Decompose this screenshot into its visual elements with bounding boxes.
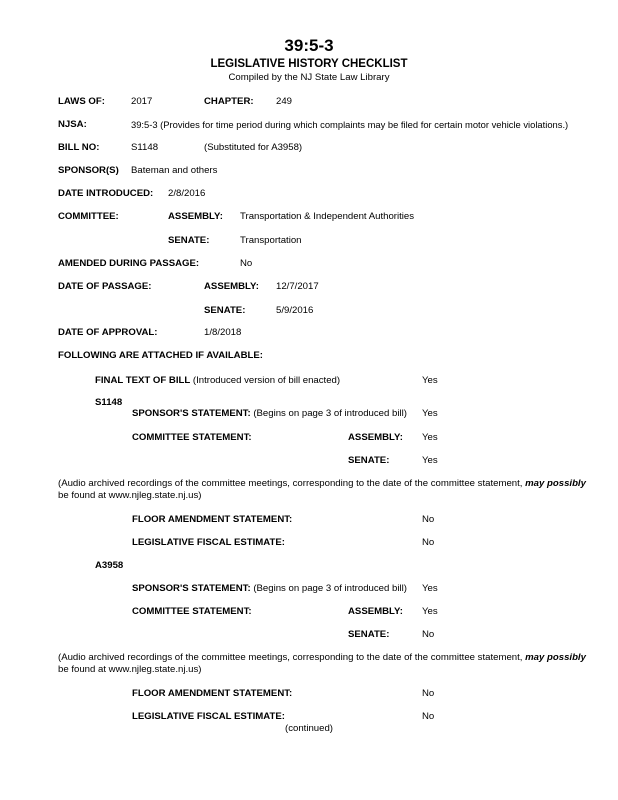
final-text-value: Yes: [422, 375, 438, 386]
a3958-assembly-label: ASSEMBLY:: [348, 606, 403, 617]
passage-assembly-label: ASSEMBLY:: [204, 281, 259, 292]
date-of-passage-label: DATE OF PASSAGE:: [58, 281, 152, 292]
final-text-label: FINAL TEXT OF BILL: [95, 375, 191, 386]
s1148-senate-value: Yes: [422, 455, 438, 466]
date-of-approval-value: 1/8/2018: [204, 327, 242, 338]
a3958-sponsor-label: SPONSOR'S STATEMENT:: [132, 583, 251, 594]
amended-value: No: [240, 258, 253, 269]
s1148-sponsor-row: [132, 408, 407, 419]
audio-note-s1148-emphasis: may possibly: [525, 478, 586, 489]
passage-assembly-value: 12/7/2017: [276, 281, 319, 292]
date-of-approval-label: DATE OF APPROVAL:: [58, 327, 158, 338]
njsa-value: 39:5-3 (Provides for time period during which complaints may be filed for certain motor vehicle violations.): [131, 119, 569, 130]
a3958-senate-value: No: [422, 629, 435, 640]
s1148-senate-label: SENATE:: [348, 455, 390, 466]
bill-no-label: BILL NO:: [58, 142, 100, 153]
s1148-floor-label: FLOOR AMENDMENT STATEMENT:: [132, 514, 293, 525]
a3958-floor-label: FLOOR AMENDMENT STATEMENT:: [132, 688, 293, 699]
a3958-sponsor-value: Yes: [422, 583, 438, 594]
s1148-fiscal-label: LEGISLATIVE FISCAL ESTIMATE:: [132, 537, 285, 548]
s1148-sponsor-label: SPONSOR'S STATEMENT:: [132, 408, 251, 419]
committee-label: COMMITTEE:: [58, 211, 119, 222]
audio-note-s1148-after: be found at www.njleg.state.nj.us): [58, 489, 202, 501]
audio-note-s1148: [58, 478, 603, 501]
s1148-assembly-label: ASSEMBLY:: [348, 432, 403, 443]
a3958-fiscal-label: LEGISLATIVE FISCAL ESTIMATE:: [132, 711, 285, 722]
audio-note-a3958-after: be found at www.njleg.state.nj.us): [58, 663, 202, 675]
chapter-label: CHAPTER:: [204, 96, 254, 107]
a3958-assembly-value: Yes: [422, 606, 438, 617]
date-introduced-label: DATE INTRODUCED:: [58, 188, 154, 199]
s1148-fiscal-value: No: [422, 537, 435, 548]
document-code: 39:5-3: [284, 36, 334, 55]
chapter-value: 249: [276, 96, 293, 107]
continued-footer: (continued): [285, 723, 333, 734]
bill-no-note: (Substituted for A3958): [204, 142, 303, 153]
a3958-committee-label: COMMITTEE STATEMENT:: [132, 606, 252, 617]
bill-no-value: S1148: [131, 142, 159, 153]
committee-senate-label: SENATE:: [168, 235, 210, 246]
s1148-sponsor-value: Yes: [422, 408, 438, 419]
laws-of-value: 2017: [131, 96, 153, 107]
passage-senate-label: SENATE:: [204, 305, 246, 316]
date-introduced-value: 2/8/2016: [168, 188, 206, 199]
final-text-row: [95, 375, 340, 386]
passage-senate-value: 5/9/2016: [276, 305, 314, 316]
a3958-sponsor-row: [132, 583, 407, 594]
a3958-floor-value: No: [422, 688, 435, 699]
s1148-assembly-value: Yes: [422, 432, 438, 443]
audio-note-a3958-emphasis: may possibly: [525, 652, 586, 663]
committee-senate-value: Transportation: [240, 235, 302, 246]
s1148-floor-value: No: [422, 514, 435, 525]
sponsors-value: Bateman and others: [131, 165, 218, 176]
s1148-sponsor-note: (Begins on page 3 of introduced bill): [253, 408, 407, 419]
attached-heading: FOLLOWING ARE ATTACHED IF AVAILABLE:: [58, 350, 263, 361]
final-text-note: (Introduced version of bill enacted): [192, 375, 341, 386]
laws-of-label: LAWS OF:: [58, 96, 105, 107]
committee-assembly-label: ASSEMBLY:: [168, 211, 223, 222]
s1148-committee-label: COMMITTEE STATEMENT:: [132, 432, 252, 443]
audio-note-a3958: [58, 652, 603, 675]
audio-note-a3958-before: (Audio archived recordings of the committee meetings, corresponding to the date of the committee statement,: [58, 652, 526, 663]
amended-label: AMENDED DURING PASSAGE:: [58, 258, 200, 269]
committee-assembly-value: Transportation & Independent Authorities: [240, 211, 415, 222]
document-title: LEGISLATIVE HISTORY CHECKLIST: [210, 58, 408, 70]
sponsors-label: SPONSOR(S): [58, 165, 119, 176]
compiled-by: Compiled by the NJ State Law Library: [228, 72, 390, 83]
a3958-bill-label: A3958: [95, 560, 124, 571]
njsa-label: NJSA:: [58, 119, 87, 130]
a3958-fiscal-value: No: [422, 711, 435, 722]
s1148-bill-label: S1148: [95, 397, 123, 408]
a3958-senate-label: SENATE:: [348, 629, 390, 640]
audio-note-s1148-before: (Audio archived recordings of the committee meetings, corresponding to the date of the committee statement,: [58, 478, 526, 489]
a3958-sponsor-note: (Begins on page 3 of introduced bill): [253, 583, 407, 594]
